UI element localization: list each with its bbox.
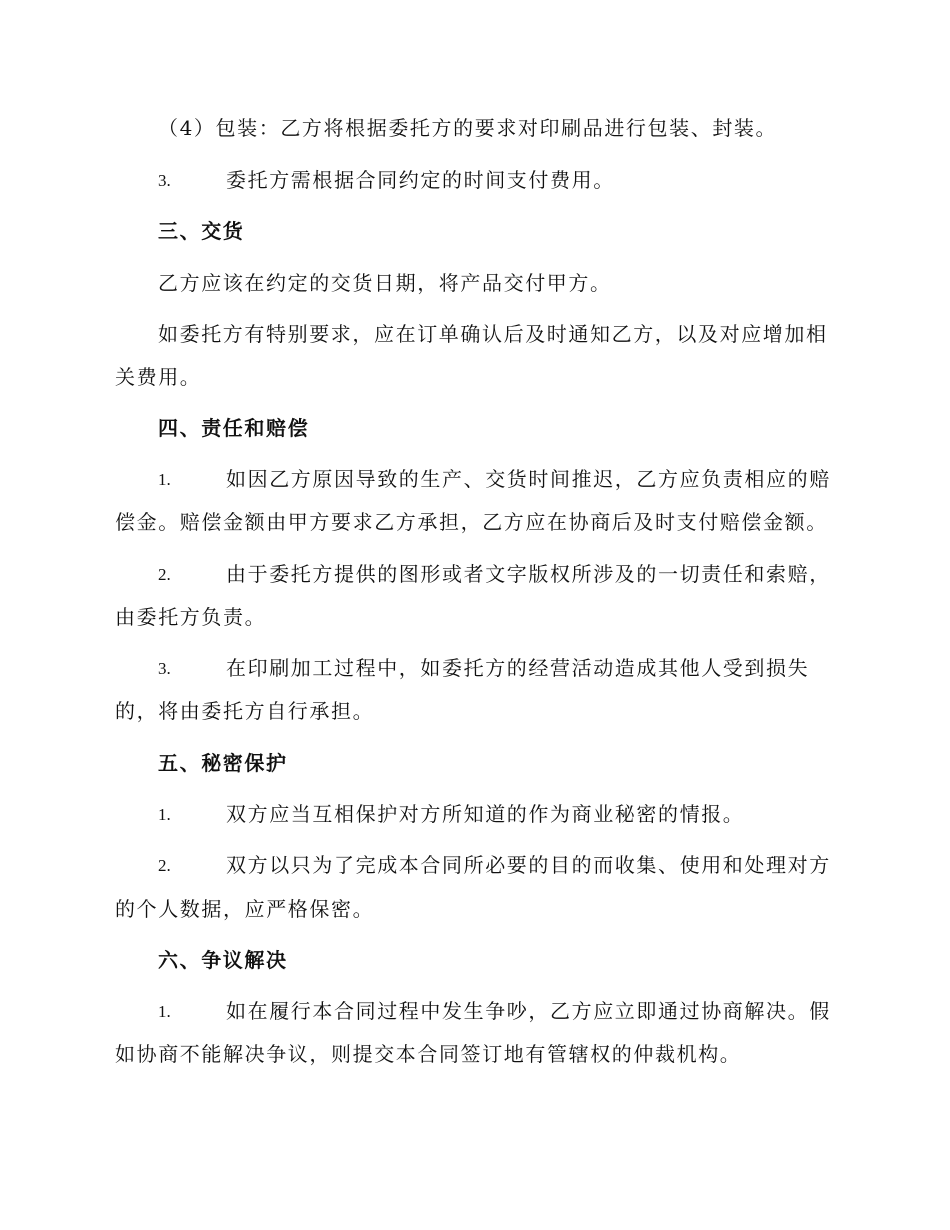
item-number: 1. (158, 1002, 171, 1021)
item-number: 1. (158, 470, 171, 489)
item-text: 如在履行本合同过程中发生争吵，乙方应立即通过协商解决。假 (226, 999, 831, 1023)
paragraph-delivery: 乙方应该在约定的交货日期，将产品交付甲方。 (158, 271, 612, 295)
item-number: 2. (158, 565, 171, 584)
section-heading-dispute: 六、争议解决 (158, 948, 288, 972)
item-number: 1. (158, 805, 171, 824)
paragraph-special-request: 如委托方有特别要求，应在订单确认后及时通知乙方，以及对应增加相 (158, 322, 828, 346)
item-number: 3. (158, 171, 171, 190)
item-text: 双方应当互相保护对方所知道的作为商业秘密的情报。 (226, 802, 745, 826)
item-text: 如因乙方原因导致的生产、交货时间推迟，乙方应负责相应的赔 (226, 467, 831, 491)
item-text-cont: 偿金。赔偿金额由甲方要求乙方承担，乙方应在协商后及时支付赔偿金额。 (115, 510, 828, 534)
item-number: 3. (158, 659, 171, 678)
item-text-cont: 的个人数据，应严格保密。 (115, 897, 375, 921)
item-text: 委托方需根据合同约定的时间支付费用。 (226, 168, 615, 192)
item-text-cont: 如协商不能解决争议，则提交本合同签订地有管辖权的仲裁机构。 (115, 1042, 742, 1066)
paragraph-special-request-cont: 关费用。 (115, 365, 202, 389)
item-text: 双方以只为了完成本合同所必要的目的而收集、使用和处理对方 (226, 853, 831, 877)
item-text: 由于委托方提供的图形或者文字版权所涉及的一切责任和索赔， (226, 562, 831, 586)
section-heading-delivery: 三、交货 (158, 219, 245, 243)
item-text-cont: 由委托方负责。 (115, 605, 267, 629)
item-text-cont: 的，将由委托方自行承担。 (115, 699, 375, 723)
paragraph-packaging: （4）包装：乙方将根据委托方的要求对印刷品进行包装、封装。 (158, 116, 778, 140)
item-number: 2. (158, 856, 171, 875)
item-text: 在印刷加工过程中，如委托方的经营活动造成其他人受到损失 (226, 656, 810, 680)
section-heading-confidentiality: 五、秘密保护 (158, 751, 288, 775)
section-heading-liability: 四、责任和赔偿 (158, 416, 310, 440)
